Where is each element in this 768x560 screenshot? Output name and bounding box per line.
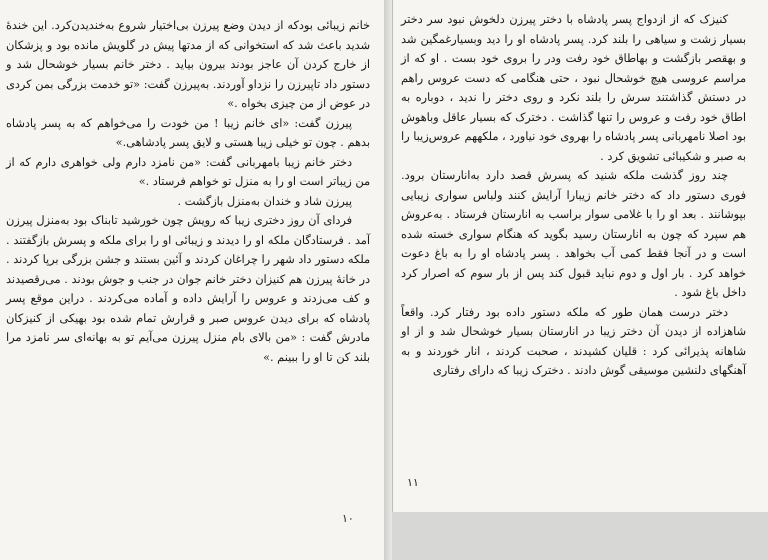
paragraph: دختر درست همان طور که ملکه دستور داده بود رفتار کرد. واقعاً شاهزاده از دیدن آن دختر زیبا در انارستان بسیار خوشحال شد و از او شاهانه پذیرائی کرد : قلیان کشیدند ، صحبت کردند ، انار خوردند و به آهنگهای دلنشین موسیقی گوش دادند . دخترک زیبا که دارای رفتاری — [401, 305, 746, 377]
paragraph: فردای آن روز دختری زیبا که رویش چون خورشید تابناک بود به‌منزل پیرزن آمد . فرستادگان ملکه او را دیدند و زیبائی او را برای ملکه و پسرش بازگفتند . ملکه دستور داد شهر را چراغان کردند و آئین بستند و جشن بزرگی برپا کردند . در خانهٔ پیرزن هم کنیزان دختر خانم جوان در جنب و جوش بودند . می‌رقصیدند و کف می‌زدند و عروس را آرایش داده و آماده می‌کردند . دراین موقع پسر پادشاه که برای دیدن عروس صبر و قرارش تمام شده بود بهیکی از کنیزکان مادرش گفت : «من بالای بام منزل پیرزن می‌آیم تو به بهانه‌ای سر نامزد مرا بلند کن تا او را ببینم .» — [6, 214, 370, 364]
paragraph: پیرزن شاد و خندان به‌منزل بازگشت . — [177, 194, 352, 208]
paragraph: خانم زیبائی بودکه از دیدن وضع پیرزن بی‌اختیار شروع به‌خندیدن‌کرد. این خندهٔ شدید باعث شد که استخوانی که از مدتها پیش در گلویش مانده بود و پزشکان از خارج کردن آن عاجز بودند بیرون بیاید . دختر خانم بسیار خوشحال شد و دستور داد تاپیرزن را نزداو آوردند. به‌پیرزن گفت: «تو خدمت بزرگی بمن کردی در عوض از من چیزی بخواه .» — [6, 19, 370, 110]
right-page — [392, 0, 768, 512]
paragraph: پیرزن گفت: «ای خانم زیبا ! من خودت را می‌خواهم که به پسر پادشاه بدهم . چون تو خیلی زیبا هستی و لایق پسر پادشاهی.» — [6, 116, 370, 149]
page-number: ۱۱ — [407, 476, 419, 489]
scan-background — [392, 512, 768, 560]
page-number: ۱۰ — [342, 512, 354, 525]
paragraph: کنیزک که از ازدواج پسر پادشاه با دختر پیرزن دلخوش نبود سر دختر بسیار زشت و سیاهی را بلند کرد. پسر پادشاه او را دید وبسیارغمگین شد و بهقصر بازگشت و بهاطاق خود رفت ودر را بروی خود بست . او که از مراسم عروسی هیچ خوشحال نبود ، حتی هنگامی که دست عروس راهم در دستش گذاشتند سرش را بلند نکرد و روی دختر را ندید ، دوباره به اطاق خود رفت و عروس را تنها گذاشت . دخترک که بسیار عاقل وباهوش بود اصلا نامهربانی پسر پادشاه را بهروی خود نیاورد ، ملکههم عروس‌زیبا را به صبر و شکیبائی تشویق کرد . — [401, 13, 746, 163]
paragraph: چند روز گذشت ملکه شنید که پسرش قصد دارد به‌انارستان برود. فوری دستور داد که دختر خانم زیبارا آرایش کنند ولباس سواری زیبایی بپوشانند . بعد او را با غلامی سوار براسب به انارستان فرستاد . به‌عروش هم سپرد که چون به انارستان رسید بگوید که هنگام سواری خسته شده است و در آنجا فقط کمی آب بخواهد . پسر پادشاه او را به باغ دعوت خواهد کرد . بار اول و دوم نباید قبول کند پس از بار سوم که اصرار کرد داخل باغ شود . — [401, 169, 746, 299]
book-gutter — [384, 0, 392, 560]
paragraph: دختر خانم زیبا بامهربانی گفت: «من نامزد دارم ولی خواهری دارم که از من زیباتر است او را به منزل تو خواهم فرستاد .» — [6, 155, 370, 188]
